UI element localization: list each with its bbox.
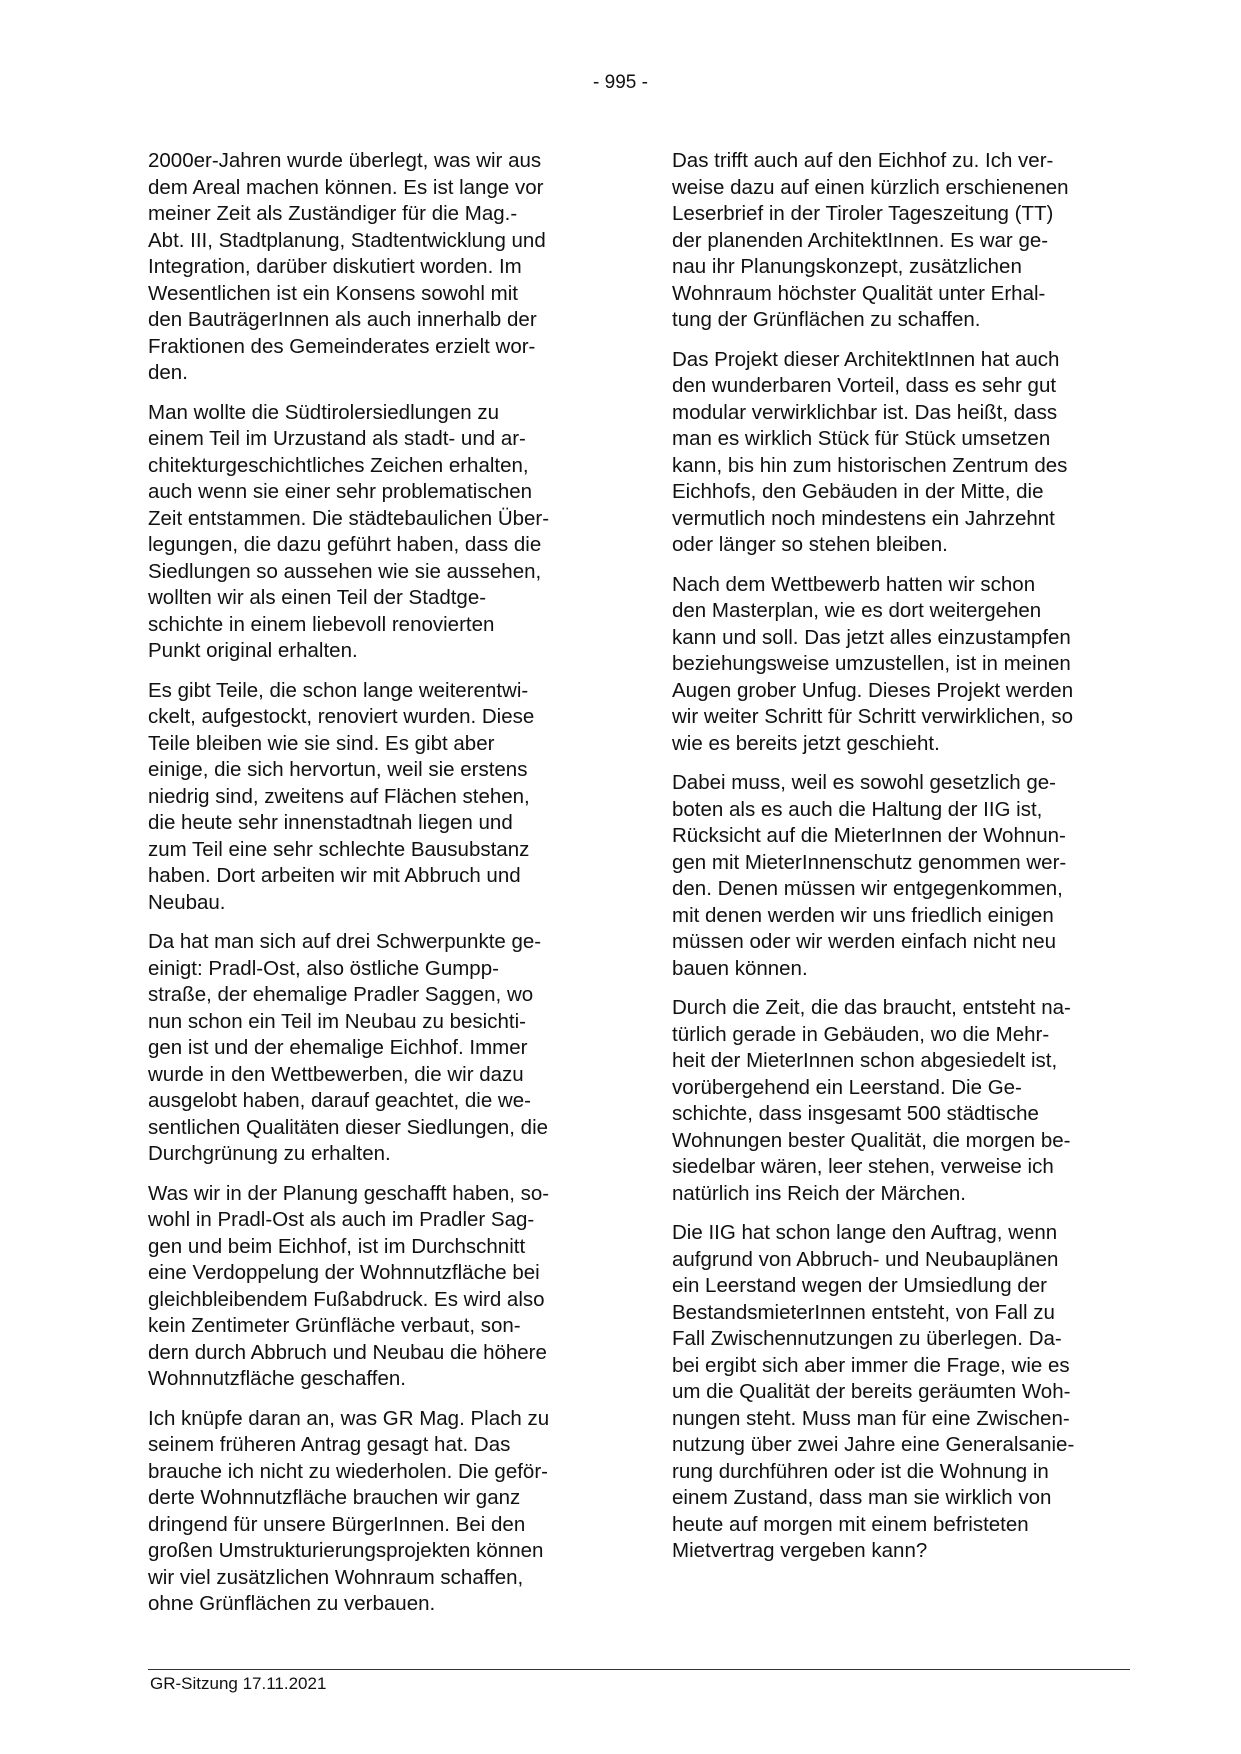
text-line: Wesentlichen ist ein Konsens sowohl mit [148, 281, 518, 305]
text-line: derte Wohnnutzfläche brauchen wir ganz [148, 1486, 521, 1509]
text-line: BestandsmieterInnen entsteht, von Fall zu [672, 1300, 1055, 1324]
text-line: um die Qualität der bereits geräumten Woh- [672, 1380, 1071, 1403]
text-line: schichte, dass insgesamt 500 städtische [672, 1102, 1039, 1125]
text-line: Was wir in der Planung geschafft haben, so- [148, 1181, 550, 1205]
text-line: wohl in Pradl-Ost als auch im Pradler Sag- [148, 1208, 535, 1231]
text-line: aufgrund von Abbruch- und Neubauplänen [672, 1247, 1059, 1271]
text-line: auch wenn sie einer sehr problematischen [148, 480, 533, 503]
text-line: dem Areal machen können. Es ist lange vor [148, 175, 544, 199]
text-line: wollten wir als einen Teil der Stadtge- [148, 586, 487, 609]
text-line: Integration, darüber diskutiert worden. Im [148, 255, 522, 278]
text-line: natürlich ins Reich der Märchen. [672, 1181, 966, 1205]
paragraph [148, 1406, 600, 1618]
text-line: Das Projekt dieser ArchitektInnen hat auch [672, 347, 1060, 371]
text-line: vermutlich noch mindestens ein Jahrzehnt [672, 506, 1055, 530]
text-line: gen und beim Eichhof, ist im Durchschnitt [148, 1234, 526, 1258]
text-line: ein Leerstand wegen der Umsiedlung der [672, 1274, 1047, 1297]
text-line: haben. Dort arbeiten wir mit Abbruch und [148, 864, 521, 887]
text-line: meiner Zeit als Zuständiger für die Mag.- [148, 202, 518, 225]
text-line: den wunderbaren Vorteil, dass es sehr gut [672, 374, 1057, 397]
text-line: niedrig sind, zweitens auf Flächen stehen, [148, 784, 530, 808]
text-line: kein Zentimeter Grünfläche verbaut, son- [148, 1314, 521, 1337]
text-line: Fall Zwischennutzungen zu überlegen. Da- [672, 1327, 1062, 1350]
text-line: heute auf morgen mit einem befristeten [672, 1512, 1029, 1536]
text-line: Leserbrief in der Tiroler Tageszeitung (TT) [672, 202, 1054, 225]
text-line: Durch die Zeit, die das braucht, entsteht na- [672, 996, 1071, 1019]
text-line: einem Zustand, dass man sie wirklich von [672, 1486, 1052, 1509]
text-line: Neubau. [148, 890, 226, 914]
text-line: bei ergibt sich aber immer die Frage, wie es [672, 1353, 1070, 1377]
text-line: bauen können. [672, 956, 808, 980]
text-line: Nach dem Wettbewerb hatten wir schon [672, 572, 1036, 596]
text-line: einige, die sich hervortun, weil sie erstens [148, 758, 528, 781]
text-line: siedelbar wären, leer stehen, verweise ich [672, 1155, 1054, 1178]
paragraph [672, 770, 1124, 982]
text-line: Augen grober Unfug. Dieses Projekt werden [672, 678, 1074, 702]
text-line: tung der Grünflächen zu schaffen. [672, 308, 981, 331]
text-line: Wohnraum höchster Qualität unter Erhal- [672, 281, 1046, 305]
text-line: nau ihr Planungskonzept, zusätzlichen [672, 255, 1022, 278]
text-line: schichte in einem liebevoll renovierten [148, 612, 495, 636]
text-line: Durchgrünung zu erhalten. [148, 1142, 391, 1165]
text-line: wir viel zusätzlichen Wohnraum schaffen, [148, 1565, 524, 1589]
text-line: ckelt, aufgestockt, renoviert wurden. Diese [148, 705, 535, 728]
text-line: heit der MieterInnen schon abgesiedelt ist, [672, 1049, 1058, 1072]
text-line: Rücksicht auf die MieterInnen der Wohnun- [672, 824, 1066, 847]
text-line: einigt: Pradl-Ost, also östliche Gumpp- [148, 956, 499, 980]
paragraph [148, 400, 600, 665]
text-line: nun schon ein Teil im Neubau zu besichti- [148, 1009, 526, 1033]
text-line: den Masterplan, wie es dort weitergehen [672, 599, 1042, 622]
text-line: Es gibt Teile, die schon lange weiterentwi- [148, 678, 529, 702]
text-line: Dabei muss, weil es sowohl gesetzlich ge- [672, 771, 1056, 794]
text-line: Die IIG hat schon lange den Auftrag, wenn [672, 1221, 1058, 1244]
text-line: sentlichen Qualitäten dieser Siedlungen, die [148, 1115, 549, 1139]
text-line: Man wollte die Südtirolersiedlungen zu [148, 400, 499, 424]
text-line: man es wirklich Stück für Stück umsetzen [672, 427, 1051, 450]
text-line: den BauträgerInnen als auch innerhalb der [148, 308, 537, 331]
text-line: weise dazu auf einen kürzlich erschienenen [672, 175, 1069, 199]
text-line: eine Verdoppelung der Wohnnutzfläche bei [148, 1261, 540, 1284]
text-line: gen ist und der ehemalige Eichhof. Immer [148, 1036, 528, 1059]
text-line: boten als es auch die Haltung der IIG ist, [672, 797, 1043, 821]
text-line: die heute sehr innenstadtnah liegen und [148, 811, 513, 834]
left-column [148, 148, 600, 1631]
text-line: straße, der ehemalige Pradler Saggen, wo [148, 983, 534, 1006]
paragraph [672, 572, 1124, 758]
page-number: - 995 - [593, 72, 648, 93]
text-line: Mietvertrag vergeben kann? [672, 1539, 928, 1562]
text-line: gen mit MieterInnenschutz genommen wer- [672, 850, 1067, 874]
text-line: kann, bis hin zum historischen Zentrum des [672, 453, 1068, 477]
footer-session-date: GR-Sitzung 17.11.2021 [150, 1674, 327, 1693]
text-line: ohne Grünflächen zu verbauen. [148, 1592, 436, 1615]
paragraph [672, 148, 1124, 334]
text-line: Eichhofs, den Gebäuden in der Mitte, die [672, 480, 1044, 503]
text-line: legungen, die dazu geführt haben, dass die [148, 533, 542, 556]
paragraph [148, 148, 600, 387]
text-line: den. Denen müssen wir entgegenkommen, [672, 877, 1063, 900]
text-line: rung durchführen oder ist die Wohnung in [672, 1459, 1049, 1483]
text-line: Zeit entstammen. Die städtebaulichen Über- [148, 506, 550, 530]
text-line: müssen oder wir werden einfach nicht neu [672, 930, 1057, 953]
text-line: Wohnnutzfläche geschaffen. [148, 1367, 406, 1390]
text-line: oder länger so stehen bleiben. [672, 533, 948, 556]
text-line: brauche ich nicht zu wiederholen. Die geför- [148, 1459, 548, 1483]
text-line: wir weiter Schritt für Schritt verwirklichen, so [672, 705, 1073, 728]
paragraph [672, 995, 1124, 1207]
text-line: nungen steht. Muss man für eine Zwischen- [672, 1406, 1070, 1430]
text-line: gleichbleibendem Fußabdruck. Es wird also [148, 1287, 545, 1311]
text-line: mit denen werden wir uns friedlich einigen [672, 903, 1054, 927]
text-line: wurde in den Wettbewerben, die wir dazu [148, 1062, 524, 1086]
text-line: Das trifft auch auf den Eichhof zu. Ich ver- [672, 149, 1054, 172]
text-line: seinem früheren Antrag gesagt hat. Das [148, 1433, 511, 1456]
text-line: Punkt original erhalten. [148, 639, 358, 662]
text-line: Fraktionen des Gemeinderates erzielt wor- [148, 334, 536, 358]
text-line: 2000er-Jahren wurde überlegt, was wir aus [148, 149, 542, 172]
text-line: Da hat man sich auf drei Schwerpunkte ge- [148, 930, 542, 953]
text-line: vorübergehend ein Leerstand. Die Ge- [672, 1075, 1022, 1099]
text-line: modular verwirklichbar ist. Das heißt, dass [672, 400, 1058, 424]
text-line: Abt. III, Stadtplanung, Stadtentwicklung und [148, 228, 546, 252]
text-line: Teile bleiben wie sie sind. Es gibt aber [148, 731, 495, 755]
text-line: den. [148, 361, 188, 384]
text-line: kann und soll. Das jetzt alles einzustampfen [672, 625, 1071, 649]
paragraph [148, 929, 600, 1168]
paragraph [672, 347, 1124, 559]
text-line: einem Teil im Urzustand als stadt- und ar- [148, 427, 526, 450]
text-line: Siedlungen so aussehen wie sie aussehen, [148, 559, 542, 583]
paragraph [148, 1181, 600, 1393]
text-line: Ich knüpfe daran an, was GR Mag. Plach zu [148, 1406, 550, 1430]
footer-divider [148, 1669, 1130, 1670]
text-line: dringend für unsere BürgerInnen. Bei den [148, 1512, 526, 1536]
text-line: großen Umstrukturierungsprojekten können [148, 1539, 544, 1562]
text-line: Wohnungen bester Qualität, die morgen be- [672, 1128, 1071, 1152]
text-line: dern durch Abbruch und Neubau die höhere [148, 1340, 547, 1364]
text-line: wie es bereits jetzt geschieht. [672, 731, 940, 755]
paragraph [148, 678, 600, 917]
text-line: chitekturgeschichtliches Zeichen erhalten, [148, 453, 529, 477]
right-column [672, 148, 1124, 1578]
text-line: zum Teil eine sehr schlechte Bausubstanz [148, 837, 530, 861]
text-line: der planenden ArchitektInnen. Es war ge- [672, 228, 1049, 252]
text-line: beziehungsweise umzustellen, ist in meinen [672, 652, 1071, 675]
text-line: ausgelobt haben, darauf geachtet, die we- [148, 1089, 531, 1112]
paragraph [672, 1220, 1124, 1565]
text-line: nutzung über zwei Jahre eine Generalsanie- [672, 1433, 1075, 1456]
text-line: türlich gerade in Gebäuden, wo die Mehr- [672, 1022, 1050, 1046]
